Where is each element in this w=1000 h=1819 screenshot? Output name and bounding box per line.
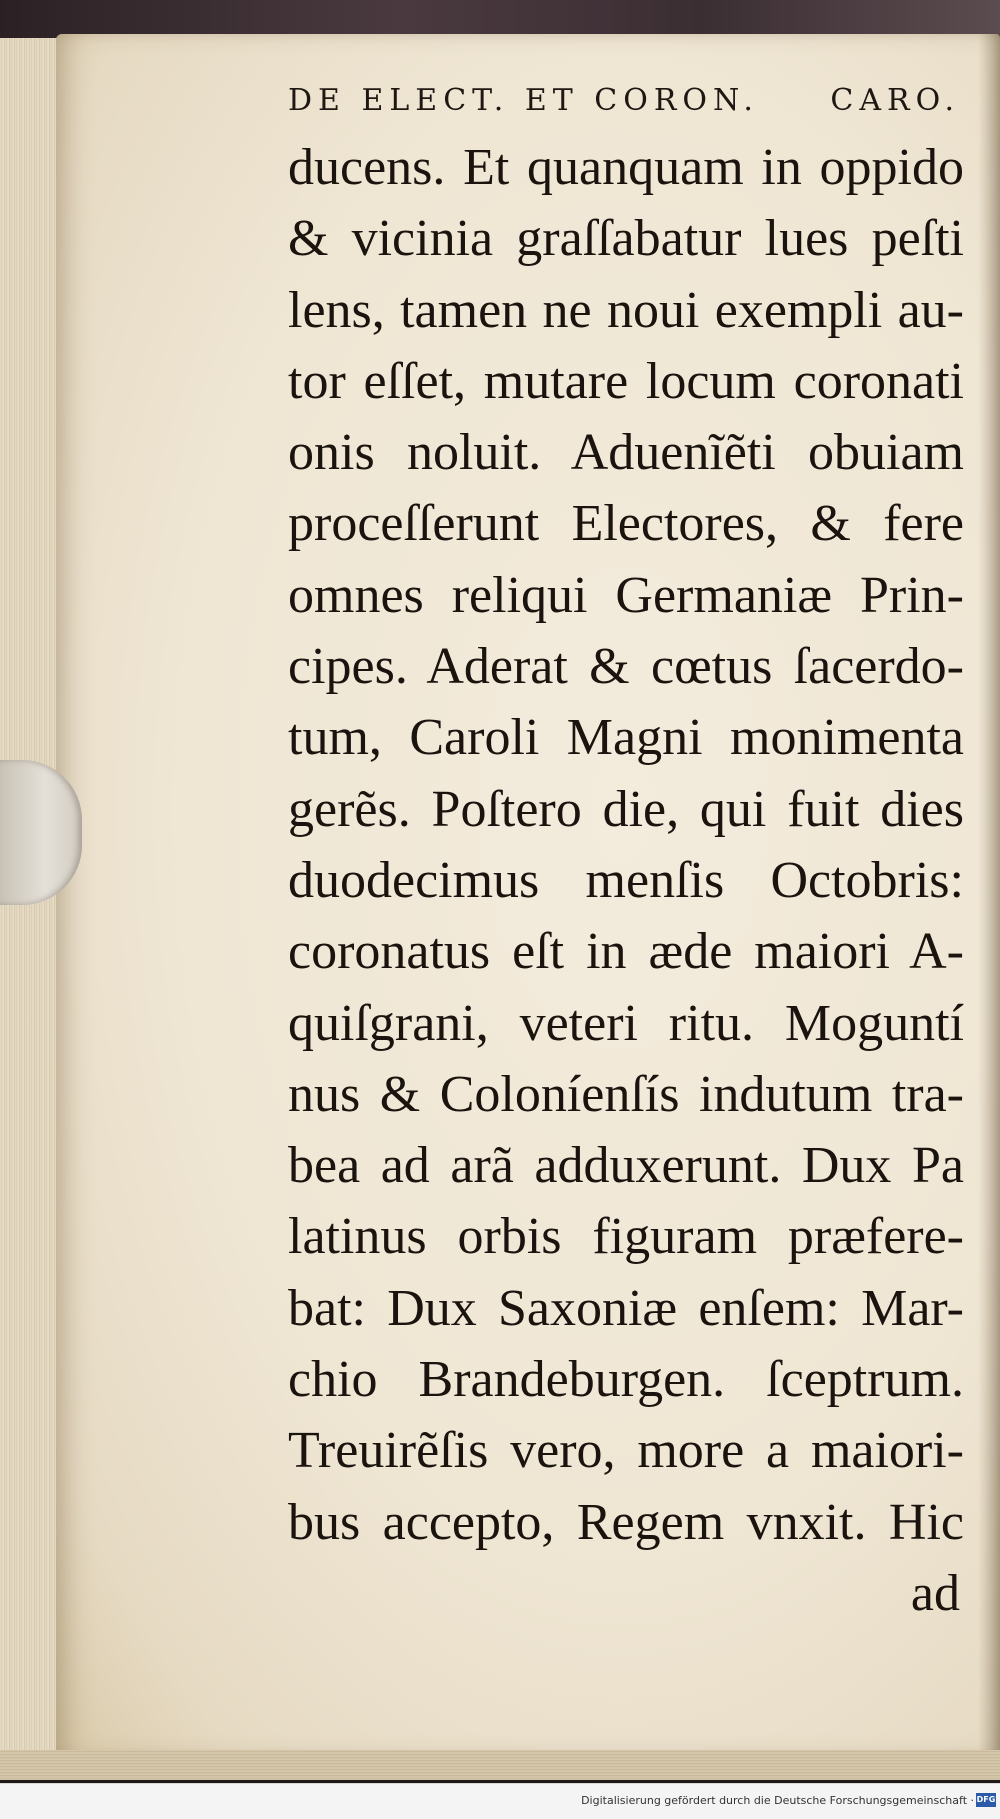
text-line: quiſgrani, veteri ritu. Moguntí bbox=[288, 994, 964, 1052]
text-line: proceſſerunt Electores, & fere bbox=[288, 495, 964, 553]
catchword: ad bbox=[910, 1564, 960, 1622]
digitization-footer bbox=[0, 1783, 1000, 1819]
text-block bbox=[288, 70, 964, 1629]
text-line: onis noluit. Aduenĩẽti obuiam bbox=[288, 424, 964, 482]
text-line: bat: Dux Saxoniæ enſem: Mar- bbox=[288, 1279, 964, 1337]
text-line: gerẽs. Poſtero die, qui fuit dies bbox=[288, 780, 964, 838]
text-line: latinus orbis figuram præfere- bbox=[288, 1208, 964, 1266]
text-line: bea ad arã adduxerunt. Dux Pa bbox=[288, 1137, 964, 1195]
text-line: ducens. Et quanquam in oppido bbox=[288, 139, 964, 196]
text-line: chio Brandeburgen. ſceptrum. bbox=[288, 1351, 964, 1409]
text-line: omnes reliqui Germaniæ Prin- bbox=[288, 566, 964, 624]
text-line: Treuirẽſis vero, more a maiori- bbox=[288, 1422, 964, 1480]
funding-credit: Digitalisierung gefördert durch die Deutsche Forschungsgemeinschaft · bbox=[581, 1794, 974, 1807]
running-head-left: DE ELECT. ET CORON. bbox=[288, 83, 759, 118]
running-head bbox=[288, 70, 964, 132]
text-line: coronatus eſt in æde maiori A- bbox=[288, 923, 964, 981]
text-line: cipes. Aderat & cœtus ſacerdo- bbox=[288, 638, 964, 696]
text-line: & vicinia graſſabatur lues peſti bbox=[288, 210, 964, 268]
page-gutter-shadow bbox=[978, 34, 1000, 1756]
text-line: duodecimus menſis Octobris: bbox=[288, 851, 964, 909]
text-line: nus & Coloníenſís indutum tra- bbox=[288, 1065, 964, 1123]
running-head-right: CARO. bbox=[830, 83, 960, 118]
dfg-logo: DFG bbox=[976, 1793, 996, 1807]
text-line: tor eſſet, mutare locum coronati bbox=[288, 352, 964, 410]
page-bottom-edges bbox=[0, 1750, 1000, 1780]
text-line: lens, tamen ne noui exempli au- bbox=[288, 281, 964, 339]
text-line: tum, Caroli Magni monimenta bbox=[288, 709, 964, 767]
text-line: bus accepto, Regem vnxit. Hic bbox=[288, 1493, 964, 1551]
